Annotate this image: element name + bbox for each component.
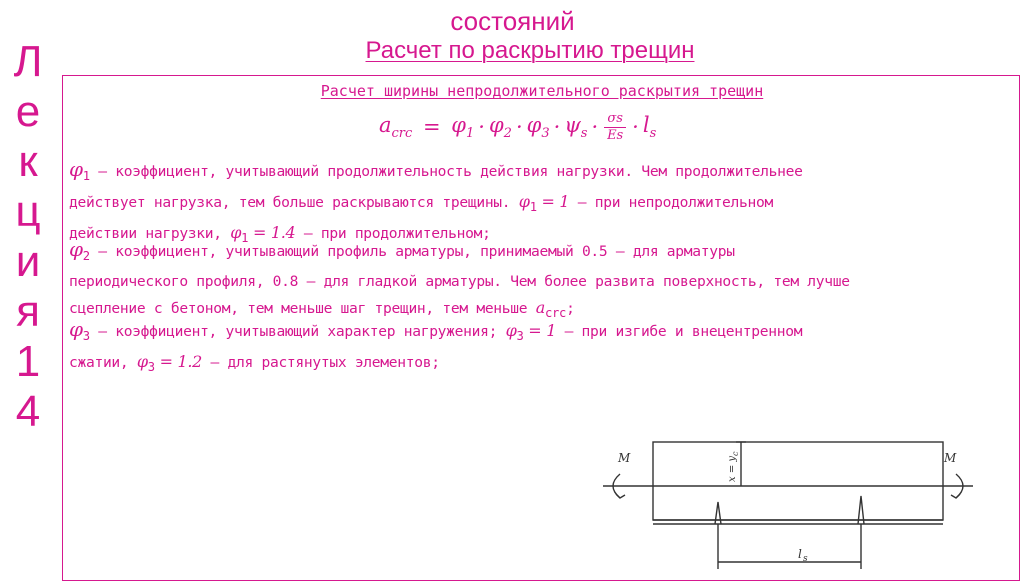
- section-title: Расчет ширины непродолжительного раскрытия трещин: [320, 82, 764, 100]
- side-lecture-label: [8, 37, 48, 440]
- side-label-char: Л: [13, 37, 43, 86]
- slide-subtitle-line2: Расчет по раскрытию трещин: [365, 37, 695, 64]
- slide-subtitle-line1: состояний: [450, 6, 575, 36]
- side-label-char: я: [16, 287, 40, 336]
- paragraph-phi2: $\varphi_2$ – коэффициент, учитывающий профиль арматуры, принимаемый 0.5 – для арматуры периодического профиля, 0.8 – для гладкой арматуры. Чем более развита поверхность, тем лучше сцепление с бетоном, тем меньше шаг трещин, тем меньше $a_{crc}$;: [69, 237, 850, 320]
- formula-lhs: $a_{crc}$: [379, 112, 413, 142]
- moment-label-right: M: [944, 451, 957, 465]
- beam-outline: [653, 442, 943, 520]
- formula-phi1: $\varphi_1$: [451, 112, 475, 142]
- formula-phi3: $\varphi_3$: [526, 112, 550, 142]
- side-label-char: и: [15, 237, 41, 286]
- height-label: x = y: [727, 455, 738, 482]
- spacing-label: l: [798, 547, 802, 561]
- formula-ls: $l_s$: [642, 112, 657, 142]
- crack-width-formula: $a_{crc}$ = $\varphi_1$ · $\varphi_2$ · $\varphi_3$ · $\psi_s$ · $\frac{\sigma s}{Es}$ · $l_s$: [379, 110, 657, 143]
- side-label-char: е: [15, 87, 41, 136]
- paragraph-phi1: $\varphi_1$ – коэффициент, учитывающий продолжительность действия нагрузки. Чем продолжительнее действует нагрузка, тем больше раскрываются трещины. $\varphi_1 = 1$ – при непродолжительном действии нагрузки, $\varphi_1 = 1.4$ – при продолжительном;: [69, 157, 803, 245]
- spacing-label-sub: s: [803, 554, 808, 564]
- height-label-sub: c: [731, 451, 740, 456]
- side-label-char: 1: [15, 337, 41, 386]
- crack-left: [715, 502, 721, 524]
- formula-phi2: $\varphi_2$: [488, 112, 512, 142]
- moment-label-left: M: [618, 451, 631, 465]
- formula-psi: $\psi_s$: [564, 112, 588, 142]
- beam-crack-diagram: [598, 434, 978, 574]
- formula-fraction: $\frac{\sigma s}{Es}$: [604, 112, 626, 143]
- side-label-char: 4: [15, 387, 41, 436]
- side-label-char: ц: [15, 187, 41, 236]
- side-label-char: к: [18, 137, 38, 186]
- paragraph-phi3: $\varphi_3$ – коэффициент, учитывающий характер нагружения; $\varphi_3 = 1$ – при изгибе и внецентренном сжатии, $\varphi_3 = 1.2$ – для растянутых элементов;: [69, 317, 803, 374]
